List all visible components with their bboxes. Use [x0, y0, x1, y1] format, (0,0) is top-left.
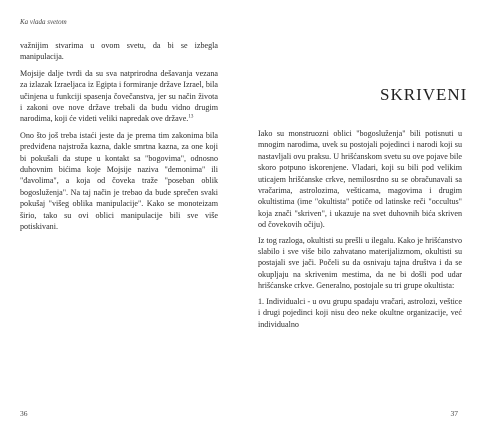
right-page [240, 0, 480, 432]
running-head: Ka vlada svetom [20, 18, 67, 26]
left-paragraph-3: Ono što još treba istaći jeste da je prema tim zakonima bila predviđena najstroža kazna, dakle smrtna kazna, za one koji bi pokušali da stupe u kontakt sa "bogovima", odnosno duhovnim bićima koje Mojsije naziva "demonima" ili "đavolima", a koja od čoveka traže "poseban oblik bogosluženja". Na taj način je trebao da bude sprečen svaki pokušaj "višeg oblika manipulacije". Kako se monoteizam širio, tako su ovi oblici manipulacije bili sve više potiskivani. [20, 130, 218, 232]
left-paragraph-1: važnijim stvarima u ovom svetu, da bi se izbegla manipulacija. [20, 41, 218, 62]
left-paragraph-2-text: Mojsije dalje tvrdi da su sva natprirodna dešavanja vezana za izlazak Izraeljaca iz Egipta i formiranje države Izrael, bila učinjena u funkciji spasenja čovečanstva, jer su način života i zakoni ove nove države trebali da budu vidno drugim narodima, koji će videti veliki napredak ove države. [20, 68, 218, 124]
right-paragraph-1: Iako su monstruozni oblici "bogosluženja" bili potisnuti u mnogim narodima, uvek su postojali pojedinci i narodi koji su nastavljali ovu praksu. U hrišćanskom svetu su ove pojave bile skoro potpuno iskorenjene. Vladari, koji su bili pod velikim uticajem hrišćanske crkve, nemilosrdno su se obračunavali sa vračarima, astrolozima, vešticama, magovima i drugim okultistima (ime "okultista" potiče od latinske reči "occultus" koja znači "skriven", i ukazuje na svet duhovnih bića skriven od čovekovih očiju). [258, 129, 462, 230]
right-text-block [258, 128, 462, 330]
right-paragraph-3: 1. Individualci - u ovu grupu spadaju vračari, astrolozi, veštice i drugi pojedinci koji nisu deo neke okultne organizacije, već individualno [258, 296, 462, 329]
footnote-mark: 13 [188, 114, 194, 120]
page-number: 36 [20, 409, 28, 418]
right-paragraph-2: Iz tog razloga, okultisti su prešli u ilegalu. Kako je hrišćanstvo slabilo i sve više bilo zahvatano materijalizmom, okultisti su postajali sve jači. Počeli su da osnivaju tajna društva i da se okupljaju na skrivenim mestima, da ne bi došli pod udar hrišćanske crkve. Generalno, postojale su tri grupe okultista: [258, 235, 462, 291]
page-number: 37 [450, 409, 458, 418]
left-paragraph-2 [20, 68, 218, 125]
left-text-block [20, 40, 218, 233]
chapter-title: SKRIVENI [380, 85, 468, 105]
